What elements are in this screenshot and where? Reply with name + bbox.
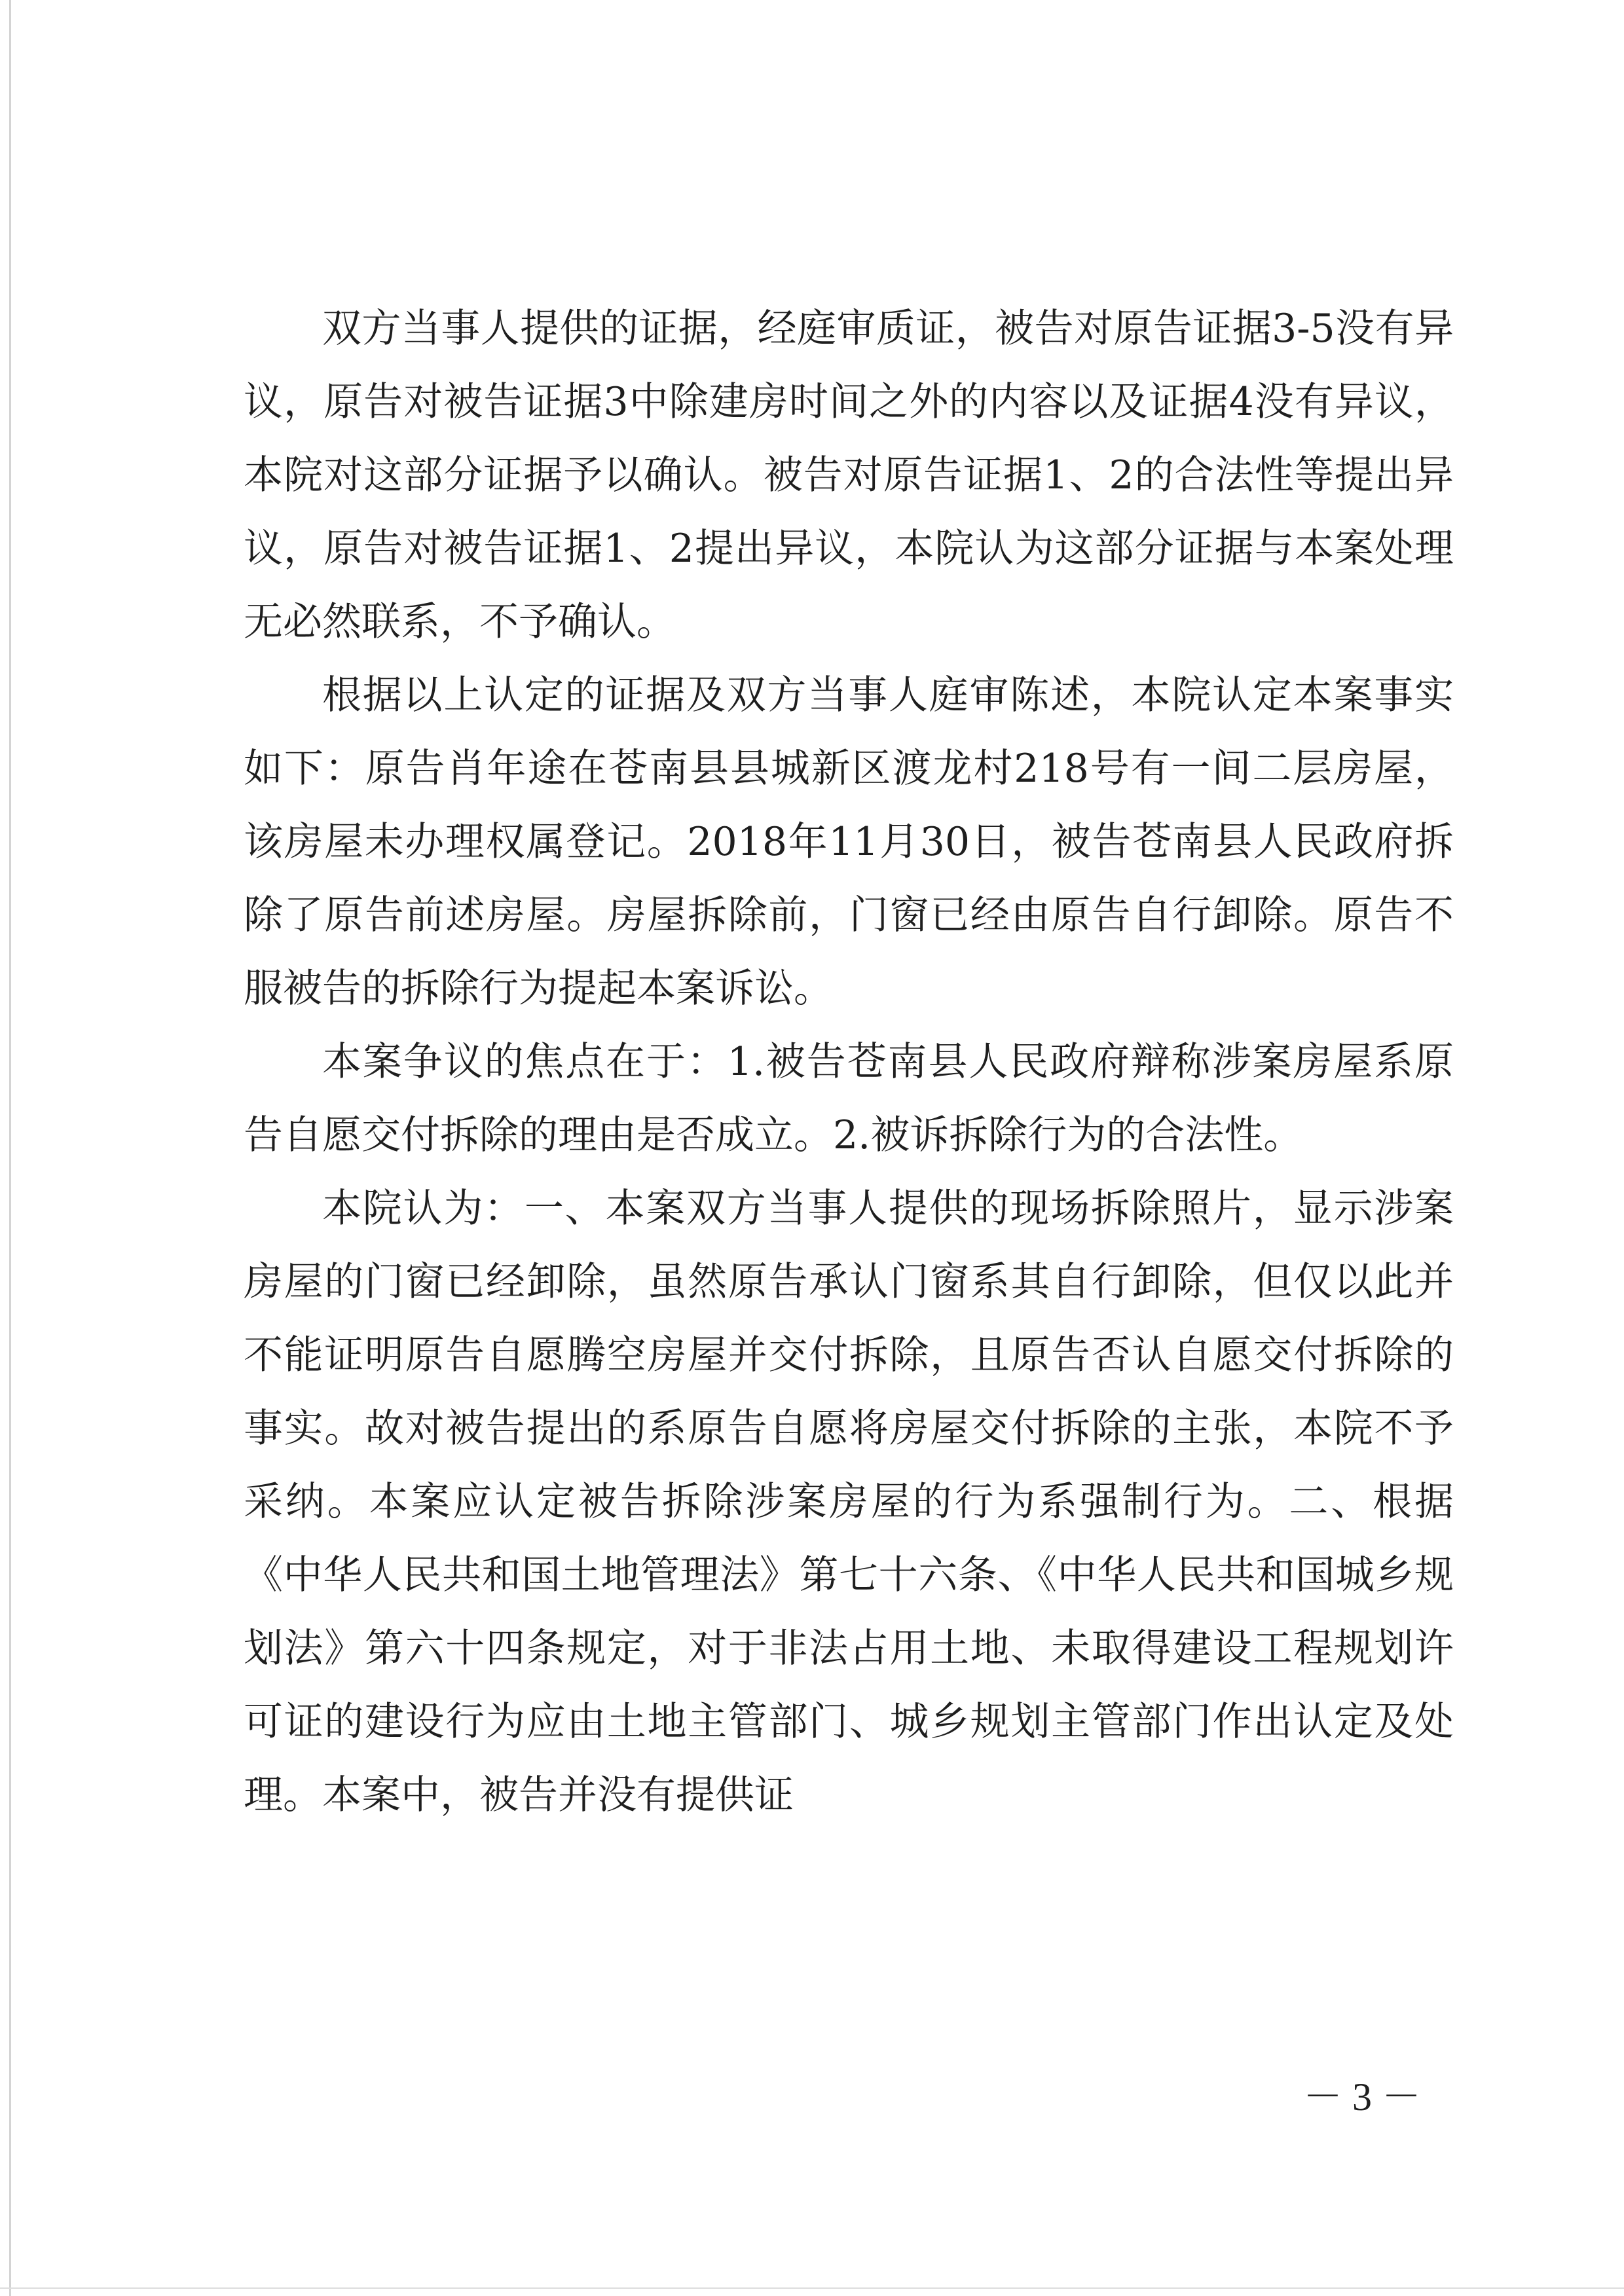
- scan-edge-bottom: [0, 2287, 1624, 2289]
- page-number: － 3 －: [1303, 2075, 1421, 2119]
- paragraph-facts-found: 根据以上认定的证据及双方当事人庭审陈述，本院认定本案事实如下：原告肖年途在苍南县县城新区渡龙村218号有一间二层房屋，该房屋未办理权属登记。2018年11月30日，被告苍南县人民政府拆除了原告前述房屋。房屋拆除前，门窗已经由原告自行卸除。原告不服被告的拆除行为提起本案诉讼。: [244, 672, 1454, 1011]
- paragraph-evidence-confirmation: 双方当事人提供的证据，经庭审质证，被告对原告证据3-5没有异议，原告对被告证据3中除建房时间之外的内容以及证据4没有异议，本院对这部分证据予以确认。被告对原告证据1、2的合法性等提出异议，原告对被告证据1、2提出异议，本院认为这部分证据与本案处理无必然联系，不予确认。: [244, 306, 1454, 645]
- scan-edge-left: [9, 0, 11, 2296]
- document-body: [244, 292, 1454, 1832]
- paragraph-dispute-focus: 本案争议的焦点在于：1.被告苍南县人民政府辩称涉案房屋系原告自愿交付拆除的理由是否成立。2.被诉拆除行为的合法性。: [244, 1039, 1454, 1158]
- paragraph-court-opinion: 本院认为：一、本案双方当事人提供的现场拆除照片，显示涉案房屋的门窗已经卸除，虽然原告承认门窗系其自行卸除，但仅以此并不能证明原告自愿腾空房屋并交付拆除，且原告否认自愿交付拆除的事实。故对被告提出的系原告自愿将房屋交付拆除的主张，本院不予采纳。本案应认定被告拆除涉案房屋的行为系强制行为。二、根据《中华人民共和国土地管理法》第七十六条、《中华人民共和国城乡规划法》第六十四条规定，对于非法占用土地、未取得建设工程规划许可证的建设行为应由土地主管部门、城乡规划主管部门作出认定及处理。本案中，被告并没有提供证: [244, 1186, 1454, 1818]
